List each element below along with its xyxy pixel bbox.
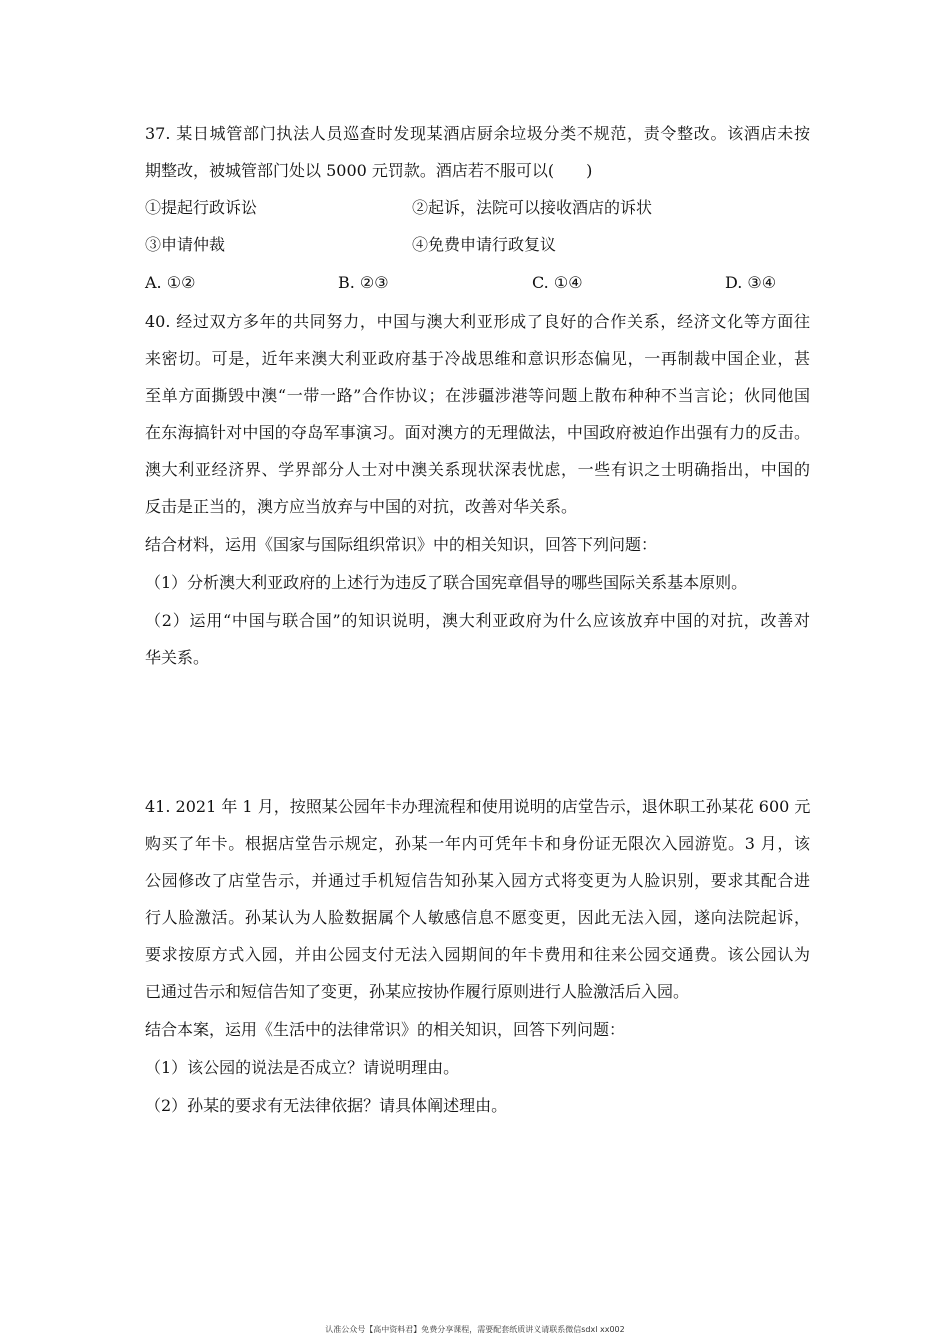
page-footer-notice: 认准公众号【高中资料君】免费分享课程，需要配套纸质讲义请联系微信sdxl xx002 <box>325 1325 625 1334</box>
q41-material-line-1: 41. 2021 年 1 月，按照某公园年卡办理流程和使用说明的店堂告示，退休职工孙某花 600 元 <box>145 797 811 816</box>
q40-material-line-4: 在东海搞针对中国的夺岛军事演习。面对澳方的无理做法，中国政府被迫作出强有力的反击。 <box>145 423 810 442</box>
q40-material-line-1: 40. 经过双方多年的共同努力，中国与澳大利亚形成了良好的合作关系，经济文化等方面往 <box>145 312 810 331</box>
q37-choice-d: D. ③④ <box>725 273 777 292</box>
q37-stem-line-1: 37. 某日城管部门执法人员巡查时发现某酒店厨余垃圾分类不规范，责令整改。该酒店未按 <box>145 124 810 143</box>
q41-material-line-6: 已通过告示和短信告知了变更，孙某应按协作履行原则进行人脸激活后入园。 <box>145 982 690 1001</box>
q41-material-line-5: 要求按原方式入园，并由公园支付无法入园期间的年卡费用和往来公园交通费。该公园认为 <box>145 945 810 964</box>
q40-material-line-3: 至单方面撕毁中澳“一带一路”合作协议；在涉疆涉港等问题上散布种种不当言论；伙同他国 <box>145 386 810 405</box>
q37-choice-c: C. ①④ <box>532 273 583 292</box>
q41-subquestion-1: （1）该公园的说法是否成立？请说明理由。 <box>145 1058 460 1077</box>
q40-subquestion-2-line-2: 华关系。 <box>145 648 210 667</box>
q41-material-line-4: 行人脸激活。孙某认为人脸数据属个人敏感信息不愿变更，因此无法入园，遂向法院起诉， <box>145 908 810 927</box>
q41-prompt: 结合本案，运用《生活中的法律常识》的相关知识，回答下列问题： <box>145 1020 626 1039</box>
q37-item-4: ④免费申请行政复议 <box>412 235 557 254</box>
q40-material-line-6: 反击是正当的，澳方应当放弃与中国的对抗，改善对华关系。 <box>145 497 578 516</box>
q37-choice-a: A. ①② <box>145 273 196 292</box>
q37-stem-line-2: 期整改，被城管部门处以 5000 元罚款。酒店若不服可以( ) <box>145 161 593 180</box>
q40-subquestion-1: （1）分析澳大利亚政府的上述行为违反了联合国宪章倡导的哪些国际关系基本原则。 <box>145 573 748 592</box>
q40-prompt: 结合材料，运用《国家与国际组织常识》中的相关知识，回答下列问题： <box>145 535 658 554</box>
q40-material-line-2: 来密切。可是，近年来澳大利亚政府基于冷战思维和意识形态偏见，一再制裁中国企业，甚 <box>145 349 810 368</box>
q37-item-3: ③申请仲裁 <box>145 235 226 254</box>
q37-item-1: ①提起行政诉讼 <box>145 198 258 217</box>
q41-material-line-3: 公园修改了店堂告示，并通过手机短信告知孙某入园方式将变更为人脸识别，要求其配合进 <box>145 871 810 890</box>
q40-subquestion-2-line-1: （2）运用“中国与联合国”的知识说明，澳大利亚政府为什么应该放弃中国的对抗，改善对 <box>145 611 810 630</box>
q37-item-2: ②起诉，法院可以接收酒店的诉状 <box>412 198 653 217</box>
q41-material-line-2: 购买了年卡。根据店堂告示规定，孙某一年内可凭年卡和身份证无限次入园游览。3 月，该 <box>145 834 810 853</box>
q40-material-line-5: 澳大利亚经济界、学界部分人士对中澳关系现状深表忧虑，一些有识之士明确指出，中国的 <box>145 460 810 479</box>
q37-choice-b: B. ②③ <box>338 273 389 292</box>
q41-subquestion-2: （2）孙某的要求有无法律依据？请具体阐述理由。 <box>145 1096 508 1115</box>
